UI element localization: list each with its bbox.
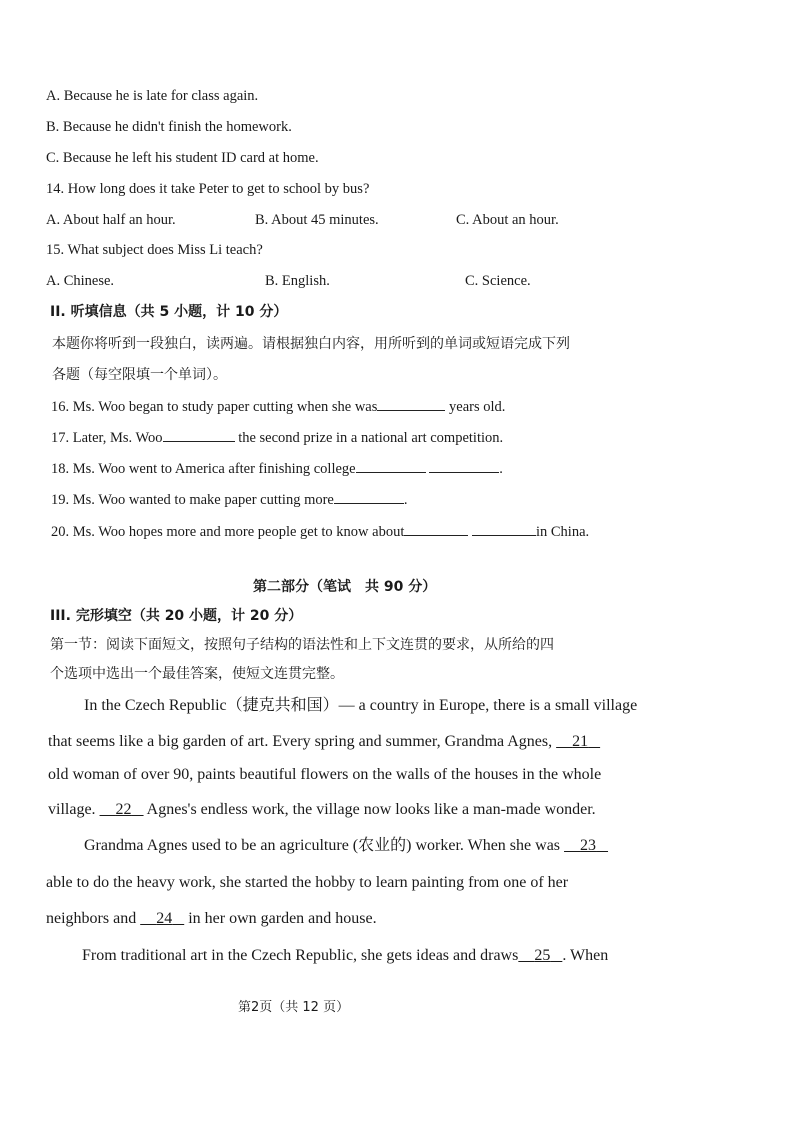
answer-blank-20a[interactable] [404,521,468,536]
q15-option-b: B. English. [265,273,330,289]
fill-item-17 [51,427,503,448]
blank-24-number: 24 [156,910,173,927]
answer-blank-17[interactable] [163,427,235,442]
q14-option-b: B. About 45 minutes. [255,212,379,228]
part-2-title: 第二部分（笔试 共 90 分） [253,579,437,595]
passage-line-3: old woman of over 90, paints beautiful flowers on the walls of the houses in the whole [48,766,602,783]
blank-25-number: 25 [534,947,551,964]
blank-23 [564,837,608,854]
fill-item-17-tail: the second prize in a national art competition. [238,430,504,446]
section-2-instruction-1: 本题你将听到一段独白，读两遍。请根据独白内容，用所听到的单词或短语完成下列 [52,336,570,352]
fill-item-19-text: 19. Ms. Woo wanted to make paper cutting more [51,492,334,508]
passage-line-2-text: that seems like a big garden of art. Every spring and summer, Grandma Agnes, [48,733,553,750]
answer-blank-18b[interactable] [429,458,499,473]
blank-21-number: 21 [572,733,589,750]
q13-option-a: A. Because he is late for class again. [46,88,259,104]
q14-option-c: C. About an hour. [456,212,559,228]
passage-line-1: In the Czech Republic（捷克共和国）— a country in Europe, there is a small village [84,697,638,714]
section-3-heading: III. 完形填空（共 20 小题，计 20 分） [50,608,303,624]
passage-line-2 [48,732,600,752]
fill-item-17-text: 17. Later, Ms. Woo [51,430,163,446]
passage-line-7-tail: in her own garden and house. [188,910,377,927]
fill-item-16-text: 16. Ms. Woo began to study paper cutting when she was [51,399,378,415]
answer-blank-19[interactable] [334,489,404,504]
passage-line-4-tail: Agnes's endless work, the village now looks like a man-made wonder. [146,801,596,818]
passage-line-7 [46,909,377,929]
q15-question: 15. What subject does Miss Li teach? [46,242,263,258]
fill-item-20-text: 20. Ms. Woo hopes more and more people get to know about [51,524,405,540]
answer-blank-20b[interactable] [472,521,536,536]
fill-item-18 [51,458,503,479]
blank-21 [556,733,600,750]
answer-blank-16[interactable] [377,396,445,411]
passage-line-8-text: From traditional art in the Czech Republic, she gets ideas and draws [82,947,519,964]
q14-option-a: A. About half an hour. [46,212,176,228]
blank-25 [518,947,562,964]
fill-item-18-tail: . [499,461,503,477]
passage-line-7-text: neighbors and [46,910,137,927]
fill-item-20-tail: in China. [535,524,590,540]
blank-23-number: 23 [580,837,597,854]
section-2-heading: II. 听填信息（共 5 小题，计 10 分） [50,304,288,320]
passage-line-8 [82,946,608,966]
section-3-instruction-1: 第一节：阅读下面短文，按照句子结构的语法性和上下文连贯的要求，从所给的四 [50,637,554,653]
blank-24 [140,910,184,927]
q15-option-a: A. Chinese. [46,273,115,289]
passage-line-6: able to do the heavy work, she started the hobby to learn painting from one of her [46,874,569,891]
blank-22 [100,801,144,818]
answer-blank-18a[interactable] [356,458,426,473]
q13-option-b: B. Because he didn't finish the homework. [46,119,292,135]
fill-item-18-text: 18. Ms. Woo went to America after finishing college [51,461,356,477]
fill-item-20 [51,521,589,542]
blank-22-number: 22 [115,801,132,818]
fill-item-19-tail: . [403,492,408,508]
passage-line-5-text: Grandma Agnes used to be an agriculture (农业的) worker. When she was [84,837,561,854]
q14-question: 14. How long does it take Peter to get to school by bus? [46,181,370,197]
passage-line-4-text: village. [48,801,96,818]
passage-line-5 [84,836,608,856]
page-footer: 第2页（共 12 页） [238,1000,350,1015]
section-2-instruction-2: 各题（每空限填一个单词）。 [52,367,227,383]
fill-item-16-tail: years old. [449,399,506,415]
section-3-instruction-2: 个选项中选出一个最佳答案，使短文连贯完整。 [50,666,344,682]
q15-option-c: C. Science. [465,273,531,289]
passage-line-4 [48,800,596,820]
fill-item-19 [51,489,408,510]
passage-line-8-tail: . When [562,947,609,964]
q13-option-c: C. Because he left his student ID card at home. [46,150,319,166]
fill-item-16 [51,396,505,417]
